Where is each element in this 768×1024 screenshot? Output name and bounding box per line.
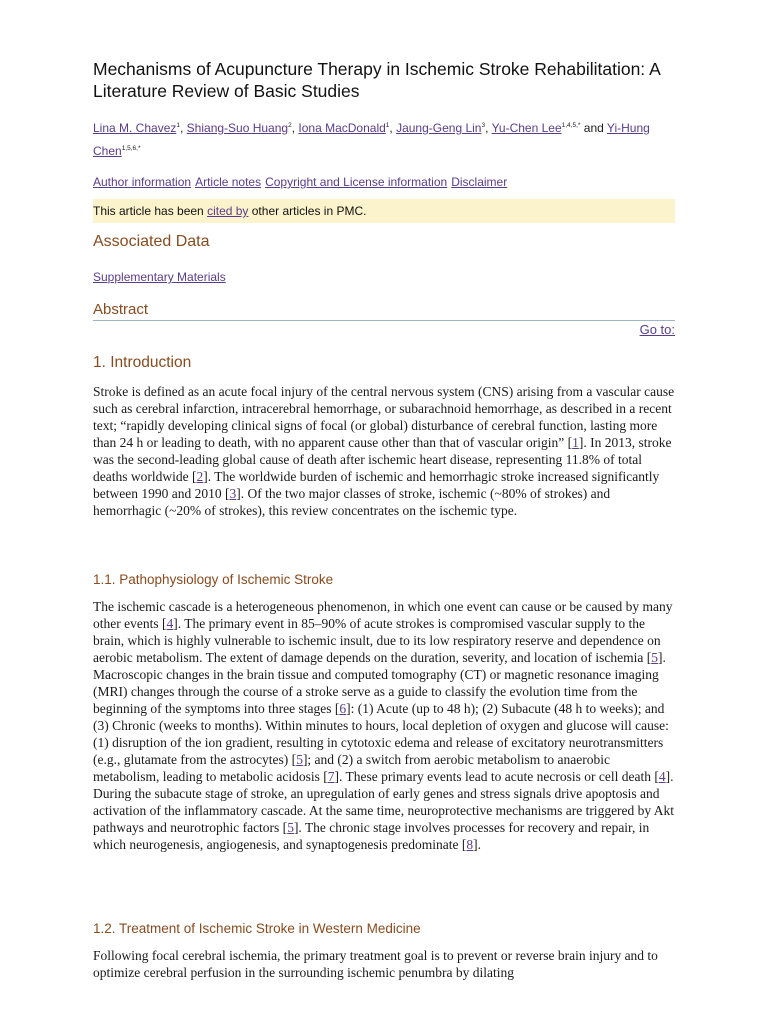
paragraph-text: ]. Macroscopic changes in the brain tissue and computed tomography (CT) or magnetic resonance imaging (MRI) changes through the course of a stroke serve as a guide to classify the evolution time from the beginning of the symptoms into three stages [: [93, 650, 666, 716]
paragraph-text: ]. The worldwide burden of ischemic and hemorrhagic stroke increased significantly between 1990 and 2010 [: [93, 469, 660, 501]
section-divider: [93, 320, 675, 321]
introduction-heading: 1. Introduction: [93, 354, 192, 371]
cited-notice-prefix: This article has been: [93, 204, 208, 218]
abstract-heading: Abstract: [93, 301, 149, 318]
article-info-link[interactable]: Author information: [93, 175, 192, 189]
treatment-paragraph: [93, 947, 675, 981]
paragraph-text: The ischemic cascade is a heterogeneous phenomenon, in which one event can cause or be caused by many other events [: [93, 599, 673, 631]
goto-link[interactable]: Go to:: [639, 322, 675, 337]
author-link[interactable]: Jaung-Geng Lin: [396, 121, 482, 135]
author-affiliation-sup: 1: [176, 122, 180, 129]
paragraph-text: ]. In 2013, stroke was the second-leading global cause of death after ischemic heart disease, representing 11.8% of total deaths worldwide [: [93, 435, 672, 484]
author-link[interactable]: Yi-Hung Chen: [93, 121, 650, 158]
introduction-paragraph: [93, 383, 675, 519]
reference-link[interactable]: 8: [466, 837, 474, 852]
paragraph-text: Stroke is defined as an acute focal injury of the central nervous system (CNS) arising from a vascular cause such as cerebral infarction, intracerebral hemorrhage, or subarachnoid hemorrhage, as described in a recent text; “rapidly developing clinical signs of focal (or global) disturbance of cerebral function, lasting more than 24 h or leading to death, with no apparent cause other than that of vascular origin” [: [93, 384, 675, 450]
pathophysiology-paragraph: [93, 598, 675, 853]
paragraph-text: ]. Of the two major classes of stroke, ischemic (~80% of strokes) and hemorrhagic (~20% of strokes), this review concentrates on the ischemic type.: [93, 486, 611, 518]
author-affiliation-sup: 2: [288, 122, 292, 129]
author-link[interactable]: Lina M. Chavez: [93, 121, 177, 135]
cited-by-notice: [93, 199, 675, 223]
treatment-heading: 1.2. Treatment of Ischemic Stroke in Western Medicine: [93, 921, 421, 936]
reference-link[interactable]: 3: [229, 486, 237, 501]
cited-notice-suffix: other articles in PMC.: [248, 204, 367, 218]
reference-link[interactable]: 7: [327, 769, 335, 784]
article-title: Mechanisms of Acupuncture Therapy in Ischemic Stroke Rehabilitation: A Literature Review of Basic Studies: [93, 59, 660, 101]
paragraph-text: ]; and (2) a switch from aerobic metabolism to anaerobic metabolism, leading to metabolic acidosis [: [93, 752, 610, 784]
author-affiliation-sup: 1,4,5,*: [561, 122, 581, 129]
reference-link[interactable]: 2: [196, 469, 204, 484]
reference-link[interactable]: 5: [287, 820, 294, 835]
pathophysiology-heading: 1.1. Pathophysiology of Ischemic Stroke: [93, 572, 334, 587]
author-link[interactable]: Shiang-Suo Huang: [186, 121, 289, 135]
article-info-link[interactable]: Disclaimer: [451, 175, 508, 189]
paragraph-text: ]. During the subacute stage of stroke, an upregulation of early genes and stress signals drive apoptosis and activation of the inflammatory cascade. At the same time, neuroprotective mechanisms are triggered by Akt pathways and neurotrophic factors [: [93, 769, 675, 835]
author-link[interactable]: Iona MacDonald: [298, 121, 386, 135]
paragraph-text: ].: [473, 837, 482, 852]
author-affiliation-sup: 1: [385, 122, 390, 129]
reference-link[interactable]: 4: [166, 616, 174, 631]
author-affiliation-sup: 1,5,6,*: [121, 145, 141, 152]
reference-link[interactable]: 1: [572, 435, 579, 450]
paragraph-text: Following focal cerebral ischemia, the primary treatment goal is to prevent or reverse brain injury and to optimize cerebral perfusion in the surrounding ischemic penumbra by dilating: [93, 948, 658, 980]
paragraph-text: ]: (1) Acute (up to 48 h); (2) Subacute (48 h to weeks); and (3) Chronic (weeks to months). Within minutes to hours, local depletion of oxygen and glucose will cause: (1) disruption of the ion gradient, resulting in cytotoxic edema and release of excitatory neurotransmitters (e.g., glutamate from the astrocytes) [: [93, 701, 669, 767]
author-affiliation-sup: 3: [481, 122, 486, 129]
reference-link[interactable]: 5: [296, 752, 303, 767]
supplementary-materials-link[interactable]: Supplementary Materials: [93, 270, 226, 284]
authors-and: and: [583, 121, 604, 135]
reference-link[interactable]: 6: [339, 701, 347, 716]
cited-by-link[interactable]: cited by: [207, 204, 249, 218]
associated-data-heading: Associated Data: [93, 233, 210, 250]
author-link[interactable]: Yu-Chen Lee: [491, 121, 562, 135]
article-info-link[interactable]: Article notes: [195, 175, 262, 189]
article-info-links: [93, 174, 675, 190]
reference-link[interactable]: 4: [658, 769, 666, 784]
paragraph-text: ]. The chronic stage involves processes for recovery and repair, in which neurogenesis, angiogenesis, and synaptogenesis predominate [: [93, 820, 650, 852]
article-info-link[interactable]: Copyright and License information: [265, 175, 448, 189]
paragraph-text: ]. These primary events lead to acute necrosis or cell death [: [334, 769, 659, 784]
paragraph-text: ]. The primary event in 85–90% of acute strokes is compromised vascular supply to the brain, which is highly vulnerable to ischemic insult, due to its low respiratory reserve and dependence on aerobic metabolism. The extent of damage depends on the duration, severity, and location of ischemia [: [93, 616, 661, 665]
author-list: Lina M. Chavez$^1$, Shiang-Suo Huang$^2$, Iona MacDonald$^1$, Jaung-Geng Lin$^3$, Yu-Chen Lee$^{1,4,5,*}$ and Yi-Hung Chen$^{1,5,6,*}$: [93, 121, 650, 158]
reference-link[interactable]: 5: [651, 650, 658, 665]
